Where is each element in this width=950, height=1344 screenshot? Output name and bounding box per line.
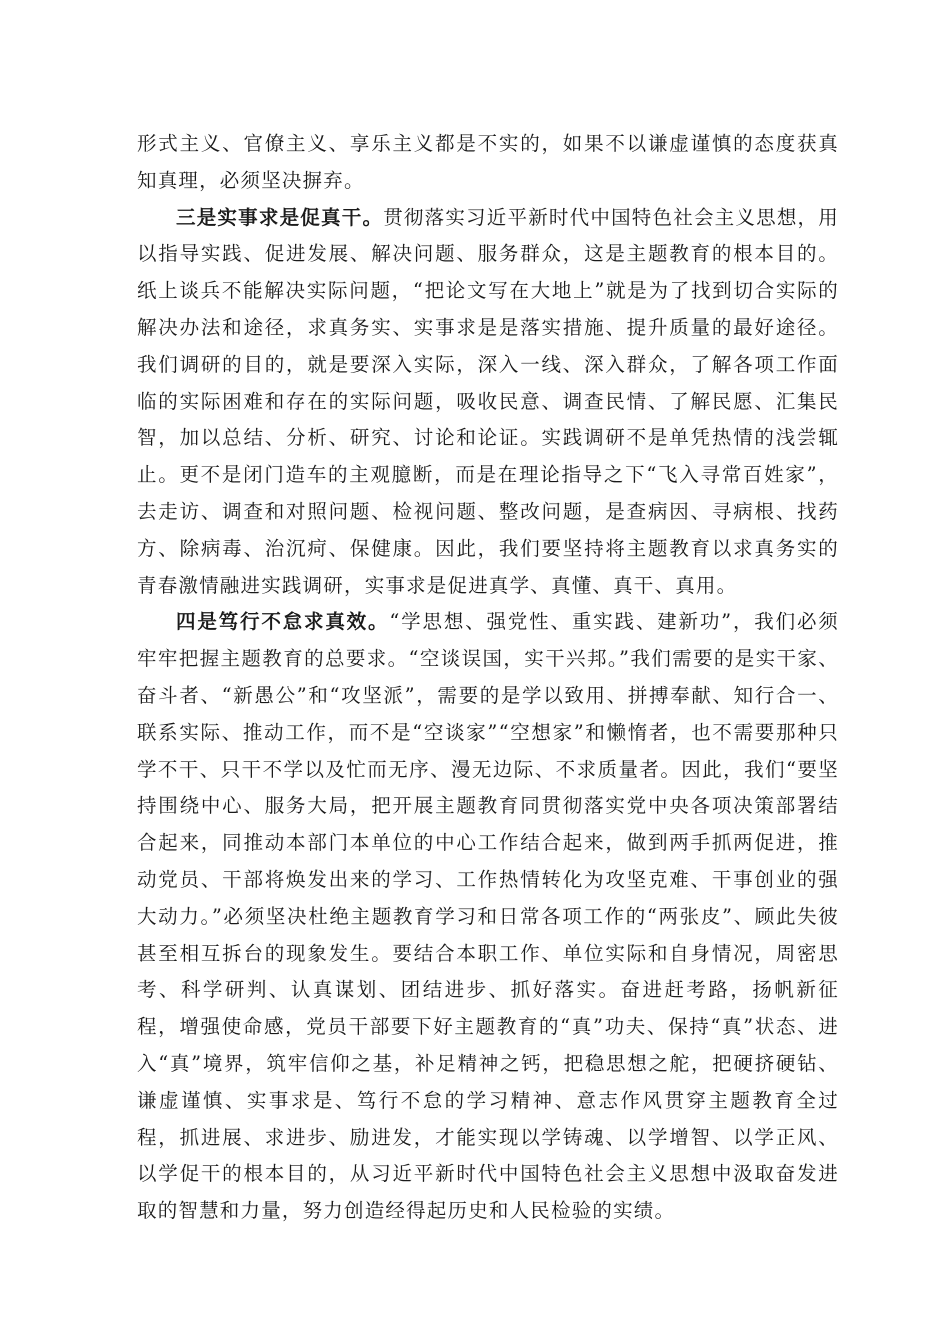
- paragraph-practical-work: [137, 200, 839, 605]
- paragraph-heading: 三是实事求是促真干。: [176, 205, 384, 229]
- document-page: [137, 126, 839, 1230]
- paragraph-heading: 四是笃行不怠求真效。: [176, 610, 390, 634]
- paragraph-text: “学思想、强党性、重实践、建新功”，我们必须牢牢把握主题教育的总要求。“空谈误国，实干兴邦。”我们需要的是实干家、奋斗者、“新愚公”和“攻坚派”，需要的是学以致用、拼搏奉献、知行合一、联系实际、推动工作，而不是“空谈家”“空想家”和懒惰者，也不需要那种只学不干、只干不学以及忙而无序、漫无边际、不求质量者。因此，我们“要坚持围绕中心、服务大局，把开展主题教育同贯彻落实党中央各项决策部署结合起来，同推动本部门本单位的中心工作结合起来，做到两手抓两促进，推动党员、干部将焕发出来的学习、工作热情转化为攻坚克难、干事创业的强大动力。”必须坚决杜绝主题教育学习和日常各项工作的“两张皮”、顾此失彼甚至相互拆台的现象发生。要结合本职工作、单位实际和自身情况，周密思考、科学研判、认真谋划、团结进步、抓好落实。奋进赶考路，扬帆新征程，增强使命感，党员干部要下好主题教育的“真”功夫、保持“真”状态、进入“真”境界，筑牢信仰之基，补足精神之钙，把稳思想之舵，把硬挤硬钻、谦虚谨慎、实事求是、笃行不怠的学习精神、意志作风贯穿主题教育全过程，抓进展、求进步、励进发，才能实现以学铸魂、以学增智、以学正风、以学促干的根本目的，从习近平新时代中国特色社会主义思想中汲取奋发进取的智慧和力量，努力创造经得起历史和人民检验的实绩。: [137, 610, 839, 1223]
- paragraph-real-effect: [137, 604, 839, 1230]
- paragraph-continuation: [137, 126, 839, 200]
- paragraph-text: 贯彻落实习近平新时代中国特色社会主义思想，用以指导实践、促进发展、解决问题、服务群众，这是主题教育的根本目的。纸上谈兵不能解决实际问题，“把论文写在大地上”就是为了找到切合实际的解决办法和途径，求真务实、实事求是是落实措施、提升质量的最好途径。我们调研的目的，就是要深入实际，深入一线、深入群众，了解各项工作面临的实际困难和存在的实际问题，吸收民意、调查民情、了解民愿、汇集民智，加以总结、分析、研究、讨论和论证。实践调研不是单凭热情的浅尝辄止。更不是闭门造车的主观臆断，而是在理论指导之下“飞入寻常百姓家”，去走访、调查和对照问题、检视问题、整改问题，是查病因、寻病根、找药方、除病毒、治沉疴、保健康。因此，我们要坚持将主题教育以求真务实的青春激情融进实践调研，实事求是促进真学、真懂、真干、真用。: [137, 205, 839, 597]
- paragraph-text: 形式主义、官僚主义、享乐主义都是不实的，如果不以谦虚谨慎的态度获真知真理，必须坚决摒弃。: [137, 132, 839, 192]
